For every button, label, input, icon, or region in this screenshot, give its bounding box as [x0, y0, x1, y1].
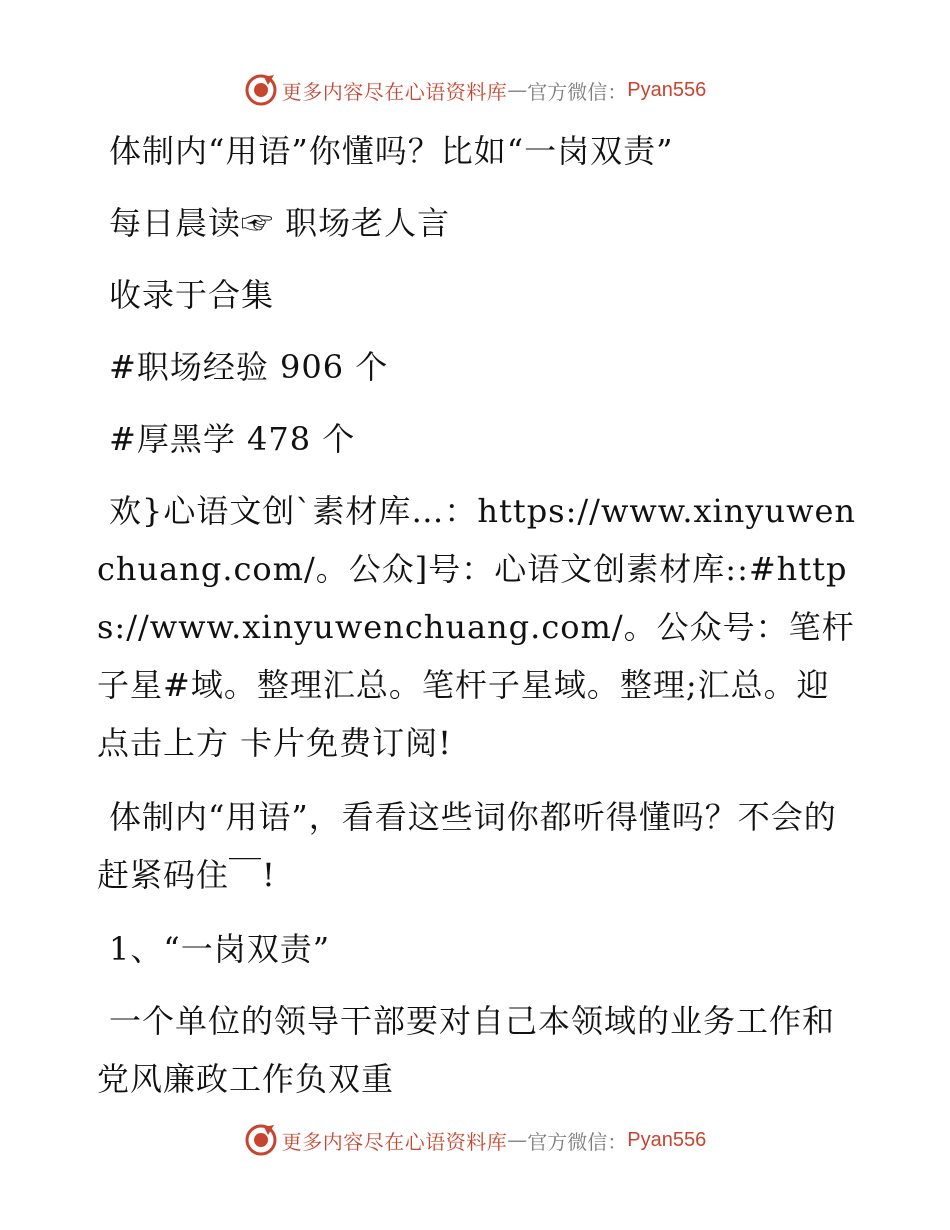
item-1-body: 一个单位的领导干部要对自己本领域的业务工作和党风廉政工作负双重	[97, 1002, 836, 1098]
banner-separator: —	[507, 1128, 528, 1152]
article-series: 每日晨读☞ 职场老人言	[109, 204, 451, 242]
brand-logo-icon	[244, 73, 278, 107]
collection-label: 收录于合集	[109, 276, 275, 314]
source-notice: 欢}心语文创`素材库…：https://www.xinyuwenchuang.com/。公众]号：心语文创素材库::#https://www.xinyuwenchuang.com/。公众号：笔杆子星#域。整理汇总。笔杆子星域。整理;汇总。迎点击上方 卡片免费订阅!	[97, 492, 857, 762]
banner-wechat-id: Pyan556	[627, 78, 707, 101]
banner-brand-text: 更多内容尽在心语资料库	[281, 1129, 508, 1154]
banner-wechat-id: Pyan556	[627, 1128, 707, 1151]
tag-career-experience: #职场经验 906 个	[109, 348, 389, 386]
tag-thick-black: #厚黑学 478 个	[109, 420, 356, 458]
banner-wechat-label: 官方微信：	[527, 1129, 628, 1154]
header-watermark-banner	[0, 70, 950, 110]
item-1-heading: 1、“一岗双责”	[109, 930, 331, 968]
banner-brand-text: 更多内容尽在心语资料库	[281, 79, 508, 104]
brand-logo-icon	[244, 1123, 278, 1157]
banner-wechat-label: 官方微信：	[527, 79, 628, 104]
article-title: 体制内“用语”你懂吗？比如“一岗双责”	[109, 132, 674, 170]
banner-separator: —	[507, 78, 528, 102]
footer-watermark-banner	[0, 1120, 950, 1160]
article-body	[97, 122, 857, 1124]
intro-paragraph: 体制内“用语”，看看这些词你都听得懂吗？不会的赶紧码住￣!	[97, 798, 837, 894]
